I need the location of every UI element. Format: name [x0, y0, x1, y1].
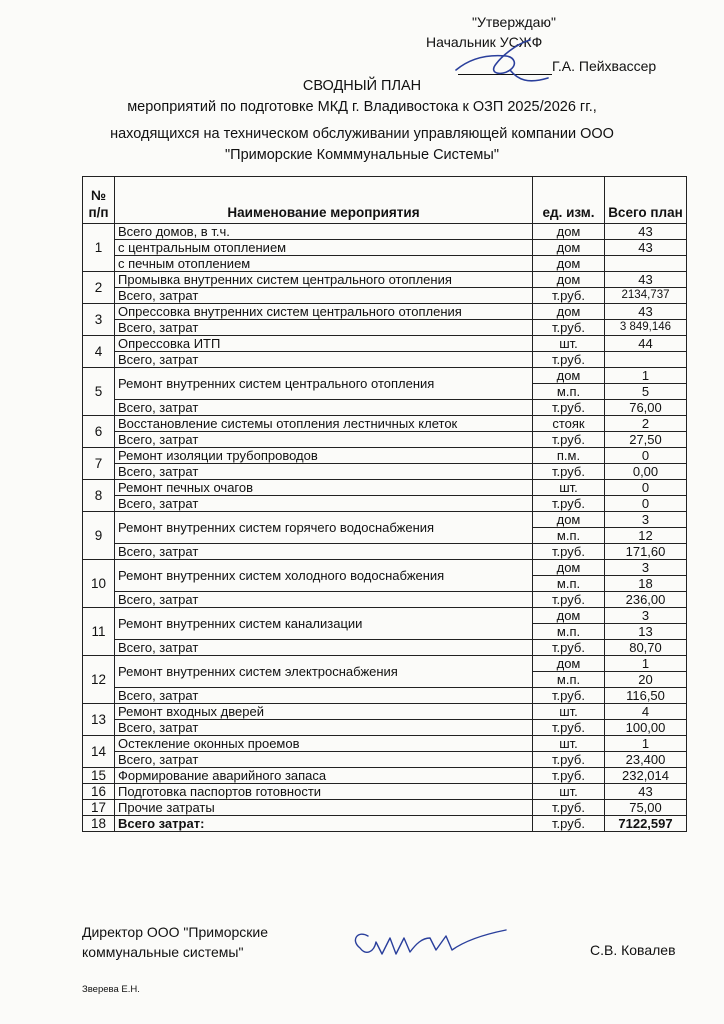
row-value: 3 — [605, 512, 687, 528]
row-name: Всего, затрат — [115, 432, 533, 448]
row-unit: т.руб. — [533, 800, 605, 816]
row-unit: т.руб. — [533, 768, 605, 784]
row-number: 1 — [83, 224, 115, 272]
row-unit: шт. — [533, 480, 605, 496]
row-unit: м.п. — [533, 624, 605, 640]
row-unit: дом — [533, 304, 605, 320]
table-row — [83, 736, 687, 752]
row-value: 232,014 — [605, 768, 687, 784]
row-number: 9 — [83, 512, 115, 560]
row-unit: т.руб. — [533, 640, 605, 656]
row-value: 100,00 — [605, 720, 687, 736]
row-number: 3 — [83, 304, 115, 336]
row-unit: дом — [533, 560, 605, 576]
row-value: 20 — [605, 672, 687, 688]
row-name: Всего, затрат — [115, 544, 533, 560]
row-value: 0 — [605, 448, 687, 464]
row-unit: дом — [533, 272, 605, 288]
row-value: 75,00 — [605, 800, 687, 816]
row-value: 43 — [605, 272, 687, 288]
row-name: Ремонт внутренних систем канализации — [115, 608, 533, 640]
row-unit: м.п. — [533, 672, 605, 688]
row-value — [605, 352, 687, 368]
row-value: 0 — [605, 480, 687, 496]
table-row — [83, 464, 687, 480]
row-name: Опрессовка внутренних систем центрального отопления — [115, 304, 533, 320]
table-row — [83, 560, 687, 576]
row-value: 171,60 — [605, 544, 687, 560]
table-row — [83, 640, 687, 656]
table-row — [83, 784, 687, 800]
row-number: 10 — [83, 560, 115, 608]
table-row — [83, 752, 687, 768]
table-row — [83, 448, 687, 464]
row-value: 7122,597 — [605, 816, 687, 832]
row-name: Всего, затрат — [115, 352, 533, 368]
row-unit: стояк — [533, 416, 605, 432]
header-name: Наименование мероприятия — [115, 177, 533, 224]
row-unit: т.руб. — [533, 400, 605, 416]
row-number: 14 — [83, 736, 115, 768]
row-name: Ремонт внутренних систем электроснабжения — [115, 656, 533, 688]
table-row — [83, 416, 687, 432]
table-row — [83, 544, 687, 560]
table-header-row — [83, 177, 687, 224]
row-name: Прочие затраты — [115, 800, 533, 816]
row-unit: т.руб. — [533, 496, 605, 512]
table-row — [83, 704, 687, 720]
row-value: 1 — [605, 368, 687, 384]
row-name: Всего, затрат — [115, 592, 533, 608]
table-row — [83, 336, 687, 352]
row-value: 43 — [605, 784, 687, 800]
row-name: Всего, затрат — [115, 720, 533, 736]
table-row — [83, 288, 687, 304]
row-unit: дом — [533, 512, 605, 528]
row-unit: т.руб. — [533, 432, 605, 448]
table-row — [83, 720, 687, 736]
table-row — [83, 496, 687, 512]
row-unit: т.руб. — [533, 288, 605, 304]
row-unit: т.руб. — [533, 544, 605, 560]
row-value — [605, 256, 687, 272]
row-name: Формирование аварийного запаса — [115, 768, 533, 784]
approval-position: Начальник УСЖФ — [426, 34, 543, 50]
row-unit: дом — [533, 368, 605, 384]
document-title: СВОДНЫЙ ПЛАН — [302, 78, 422, 94]
row-name: Всего, затрат — [115, 496, 533, 512]
table-row — [83, 592, 687, 608]
document-subtitle-1: мероприятий по подготовке МКД г. Владивостока к ОЗП 2025/2026 гг., — [127, 99, 597, 115]
table-row — [83, 304, 687, 320]
row-name: Всего, затрат — [115, 688, 533, 704]
table-row — [83, 400, 687, 416]
row-value: 2 — [605, 416, 687, 432]
row-name: Ремонт внутренних систем холодного водоснабжения — [115, 560, 533, 592]
table-row — [83, 656, 687, 672]
row-number: 4 — [83, 336, 115, 368]
row-unit: дом — [533, 656, 605, 672]
director-title-line1: Директор ООО "Приморские — [82, 924, 268, 940]
row-name: Всего, затрат — [115, 640, 533, 656]
row-unit: шт. — [533, 704, 605, 720]
row-unit: шт. — [533, 784, 605, 800]
row-value: 236,00 — [605, 592, 687, 608]
table-row — [83, 800, 687, 816]
row-value: 12 — [605, 528, 687, 544]
row-value: 3 — [605, 560, 687, 576]
row-number: 13 — [83, 704, 115, 736]
table-row — [83, 352, 687, 368]
row-number: 7 — [83, 448, 115, 480]
row-value: 44 — [605, 336, 687, 352]
row-unit: т.руб. — [533, 320, 605, 336]
row-unit: т.руб. — [533, 688, 605, 704]
row-name: Остекление оконных проемов — [115, 736, 533, 752]
table-row — [83, 240, 687, 256]
row-number: 5 — [83, 368, 115, 416]
row-unit: т.руб. — [533, 752, 605, 768]
row-unit: шт. — [533, 336, 605, 352]
row-value: 27,50 — [605, 432, 687, 448]
row-number: 16 — [83, 784, 115, 800]
row-unit: дом — [533, 608, 605, 624]
row-value: 116,50 — [605, 688, 687, 704]
row-unit: п.м. — [533, 448, 605, 464]
row-value: 3 849,146 — [605, 320, 687, 336]
row-unit: дом — [533, 224, 605, 240]
row-name: Всего, затрат — [115, 320, 533, 336]
row-value: 13 — [605, 624, 687, 640]
row-number: 12 — [83, 656, 115, 704]
row-unit: м.п. — [533, 528, 605, 544]
row-name: Всего, затрат — [115, 400, 533, 416]
director-title-line2: коммунальные системы" — [82, 944, 244, 960]
row-name: Всего, затрат — [115, 288, 533, 304]
table-row — [83, 608, 687, 624]
row-name: Всего домов, в т.ч. — [115, 224, 533, 240]
row-unit: т.руб. — [533, 464, 605, 480]
row-unit: т.руб. — [533, 720, 605, 736]
row-name: Ремонт изоляции трубопроводов — [115, 448, 533, 464]
row-name: Ремонт внутренних систем центрального отопления — [115, 368, 533, 400]
row-unit: м.п. — [533, 576, 605, 592]
header-num: № п/п — [83, 177, 115, 224]
row-value: 1 — [605, 656, 687, 672]
row-name: Промывка внутренних систем центрального отопления — [115, 272, 533, 288]
row-value: 43 — [605, 224, 687, 240]
row-name: Восстановление системы отопления лестничных клеток — [115, 416, 533, 432]
row-number: 2 — [83, 272, 115, 304]
row-unit: шт. — [533, 736, 605, 752]
row-number: 6 — [83, 416, 115, 448]
row-unit: м.п. — [533, 384, 605, 400]
row-value: 3 — [605, 608, 687, 624]
table-row — [83, 224, 687, 240]
row-name: Опрессовка ИТП — [115, 336, 533, 352]
row-unit: т.руб. — [533, 352, 605, 368]
row-name: Ремонт входных дверей — [115, 704, 533, 720]
document-subtitle-2: находящихся на техническом обслуживании управляющей компании ООО — [110, 126, 614, 142]
row-value: 76,00 — [605, 400, 687, 416]
row-unit: т.руб. — [533, 592, 605, 608]
director-block — [82, 922, 268, 962]
row-value: 0,00 — [605, 464, 687, 480]
row-number: 8 — [83, 480, 115, 512]
table-row — [83, 368, 687, 384]
table-row — [83, 320, 687, 336]
row-name: с центральным отоплением — [115, 240, 533, 256]
table-row — [83, 432, 687, 448]
row-value: 43 — [605, 304, 687, 320]
row-name: Ремонт печных очагов — [115, 480, 533, 496]
row-name: с печным отоплением — [115, 256, 533, 272]
row-value: 18 — [605, 576, 687, 592]
row-name: Всего, затрат — [115, 752, 533, 768]
row-unit: дом — [533, 240, 605, 256]
director-name: С.В. Ковалев — [590, 942, 676, 958]
row-value: 5 — [605, 384, 687, 400]
row-value: 1 — [605, 736, 687, 752]
document-subtitle-3: "Приморские Комммунальные Системы" — [225, 147, 499, 163]
header-unit: ед. изм. — [533, 177, 605, 224]
table-row — [83, 272, 687, 288]
approval-label: "Утверждаю" — [472, 14, 556, 30]
row-value: 43 — [605, 240, 687, 256]
table-row — [83, 768, 687, 784]
row-number: 11 — [83, 608, 115, 656]
plan-table — [82, 176, 687, 832]
table-row — [83, 256, 687, 272]
director-signature-image — [346, 920, 516, 970]
row-value: 23,400 — [605, 752, 687, 768]
row-number: 18 — [83, 816, 115, 832]
table-total-row — [83, 816, 687, 832]
header-plan: Всего план — [605, 177, 687, 224]
executor-name: Зверева Е.Н. — [82, 984, 140, 995]
table-row — [83, 688, 687, 704]
row-number: 15 — [83, 768, 115, 784]
row-unit: дом — [533, 256, 605, 272]
row-number: 17 — [83, 800, 115, 816]
approval-name: Г.А. Пейхвассер — [552, 58, 657, 74]
row-name: Ремонт внутренних систем горячего водоснабжения — [115, 512, 533, 544]
table-row — [83, 512, 687, 528]
row-name: Всего затрат: — [115, 816, 533, 832]
row-name: Подготовка паспортов готовности — [115, 784, 533, 800]
row-unit: т.руб. — [533, 816, 605, 832]
row-name: Всего, затрат — [115, 464, 533, 480]
row-value: 80,70 — [605, 640, 687, 656]
row-value: 2134,737 — [605, 288, 687, 304]
table-row — [83, 480, 687, 496]
row-value: 4 — [605, 704, 687, 720]
row-value: 0 — [605, 496, 687, 512]
